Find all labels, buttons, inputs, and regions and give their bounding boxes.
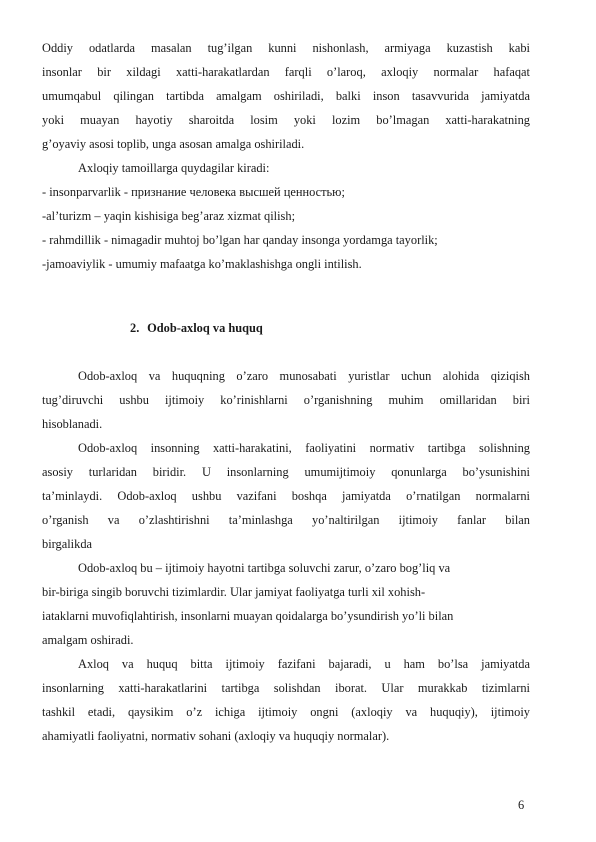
list-item: -al’turizm – yaqin kishisiga beg’araz xizmat qilish; [42, 209, 296, 223]
text-line: Odob-axloq va huquqning o’zaro munosabati yuristlar uchun alohida qiziqish [78, 369, 530, 383]
text-line: asosiy turlaridan biridir. U insonlarning umumijtimoiy qonunlarga bo’ysunishini [42, 465, 530, 479]
text-line: insonlar bir xildagi xatti-harakatlardan farqli o’laroq, axloqiy normalar hafaqat [42, 65, 530, 79]
text-line: ahamiyatli faoliyatni, normativ sohani (axloqiy va huquqiy normalar). [42, 729, 390, 743]
list-item: - insonparvarlik - признание человека высшей ценностью; [42, 185, 345, 199]
text-line: g’oyaviy asosi toplib, unga asosan amalga oshiriladi. [42, 137, 305, 151]
section-number: 2. [130, 321, 140, 335]
text-line: ta’minlaydi. Odob-axloq ushbu vazifani boshqa jamiyatda o’rnatilgan normalarni [42, 489, 530, 503]
text-line: insonlarning xatti-harakatlarini tartibga solishdan iborat. Ular murakkab tizimlarni [42, 681, 530, 695]
list-item: - rahmdillik - nimagadir muhtoj bo’lgan har qanday insonga yordamga tayorlik; [42, 233, 438, 247]
text-line: birgalikda [42, 537, 93, 551]
text-line: bir-biriga singib boruvchi tizimlardir. Ular jamiyat faoliyatga turli xil xohish- [42, 585, 426, 599]
text-line: amalgam oshiradi. [42, 633, 134, 647]
text-line: Oddiy odatlarda masalan tug’ilgan kunni nishonlash, armiyaga kuzastish kabi [42, 41, 530, 55]
text-line: yoki muayan hayotiy sharoitda losim yoki lozim bo’lmagan xatti-harakatning [42, 113, 530, 127]
page-number: 6 [518, 798, 525, 812]
list-item: -jamoaviylik - umumiy mafaatga ko’maklashishga ongli intilish. [42, 257, 362, 271]
text-line: Odob-axloq bu – ijtimoiy hayotni tartibga soluvchi zarur, o’zaro bog’liq va [78, 561, 451, 575]
text-line: tug’diruvchi ushbu ijtimoiy ko’rinishlarni o’rganishning muhim omillaridan biri [42, 393, 530, 407]
text-line: iataklarni muvofiqlahtirish, insonlarni muayan qoidalarga bo’ysundirish yo’li bilan [42, 609, 454, 623]
section-heading [130, 320, 263, 336]
text-line: o’rganish va o’zlashtirishni ta’minlashga yo’naltirilgan ijtimoiy fanlar bilan [42, 513, 530, 527]
text-line: Axloq va huquq bitta ijtimoiy fazifani bajaradi, u ham bo’lsa jamiyatda [78, 657, 530, 671]
text-line: hisoblanadi. [42, 417, 103, 431]
principles-intro: Axloqiy tamoillarga quydagilar kiradi: [78, 161, 270, 175]
text-line: tashkil etadi, qaysikim o’z ichiga ijtimoiy ongni (axloqiy va huquqiy), ijtimoiy [42, 705, 530, 719]
section-title: Odob-axloq va huquq [147, 321, 263, 335]
text-line: Odob-axloq insonning xatti-harakatini, faoliyatini normativ tartibga solishning [78, 441, 530, 455]
text-line: umumqabul qilingan tartibda amalgam oshiriladi, balki inson tasavvurida jamiyatda [42, 89, 530, 103]
